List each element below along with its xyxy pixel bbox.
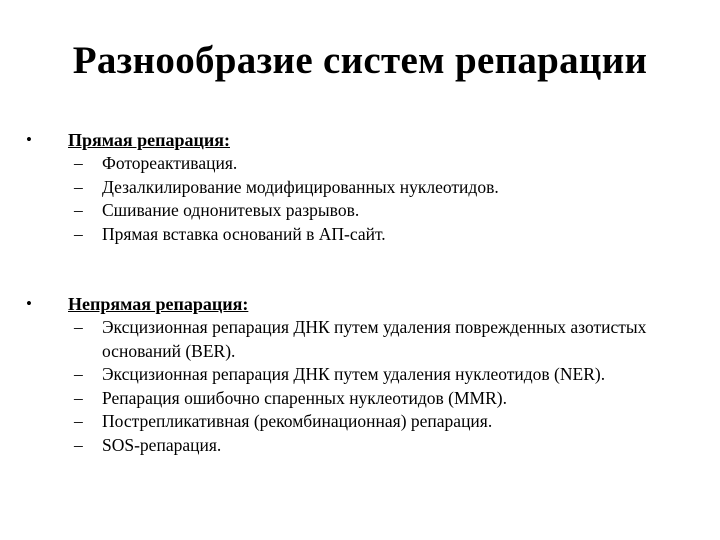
list-item — [26, 223, 706, 247]
bullet-icon: • — [26, 294, 32, 313]
section-heading: Прямая репарация: — [68, 130, 230, 150]
list-item-text: Репарация ошибочно спаренных нуклеотидов (MMR). — [102, 387, 507, 408]
sub-list — [26, 152, 706, 246]
list-item-text: SOS-репарация. — [102, 434, 222, 455]
sub-list — [26, 316, 706, 457]
section-heading-row — [26, 292, 706, 316]
dash-icon: – — [74, 364, 83, 384]
dash-icon: – — [74, 411, 83, 431]
dash-icon: – — [74, 176, 83, 197]
list-item — [26, 176, 706, 200]
list-item-text: Дезалкилирование модифицированных нуклеотидов. — [102, 176, 499, 197]
list-item — [26, 316, 706, 363]
list-item-text: Сшивание однонитевых разрывов. — [102, 200, 360, 220]
dash-icon: – — [74, 200, 83, 220]
list-item — [26, 410, 706, 434]
list-item — [26, 199, 706, 223]
list-item-text: Фотореактивация. — [102, 153, 238, 173]
list-item-text: Эксцизионная репарация ДНК путем удаления нуклеотидов (NER). — [102, 364, 606, 384]
dash-icon: – — [74, 223, 83, 244]
section-heading: Непрямая репарация: — [68, 294, 249, 314]
bullet-icon: • — [26, 130, 32, 149]
dash-icon: – — [74, 387, 83, 408]
section-direct-repair — [26, 128, 706, 246]
list-item — [26, 363, 706, 387]
section-heading-row — [26, 128, 706, 152]
dash-icon: – — [74, 434, 83, 455]
section-indirect-repair — [26, 292, 706, 457]
dash-icon: – — [74, 153, 83, 173]
list-item — [26, 152, 706, 176]
slide-title: Разнообразие систем репарации — [72, 39, 648, 82]
list-item-text: Эксцизионная репарация ДНК путем удаления поврежденных азотистых оснований (BER). — [102, 317, 647, 361]
dash-icon: – — [74, 317, 83, 337]
list-item-text: Прямая вставка оснований в АП-сайт. — [102, 223, 386, 244]
list-item-text: Пострепликативная (рекомбинационная) репарация. — [102, 411, 493, 431]
list-item — [26, 434, 706, 458]
list-item — [26, 387, 706, 411]
